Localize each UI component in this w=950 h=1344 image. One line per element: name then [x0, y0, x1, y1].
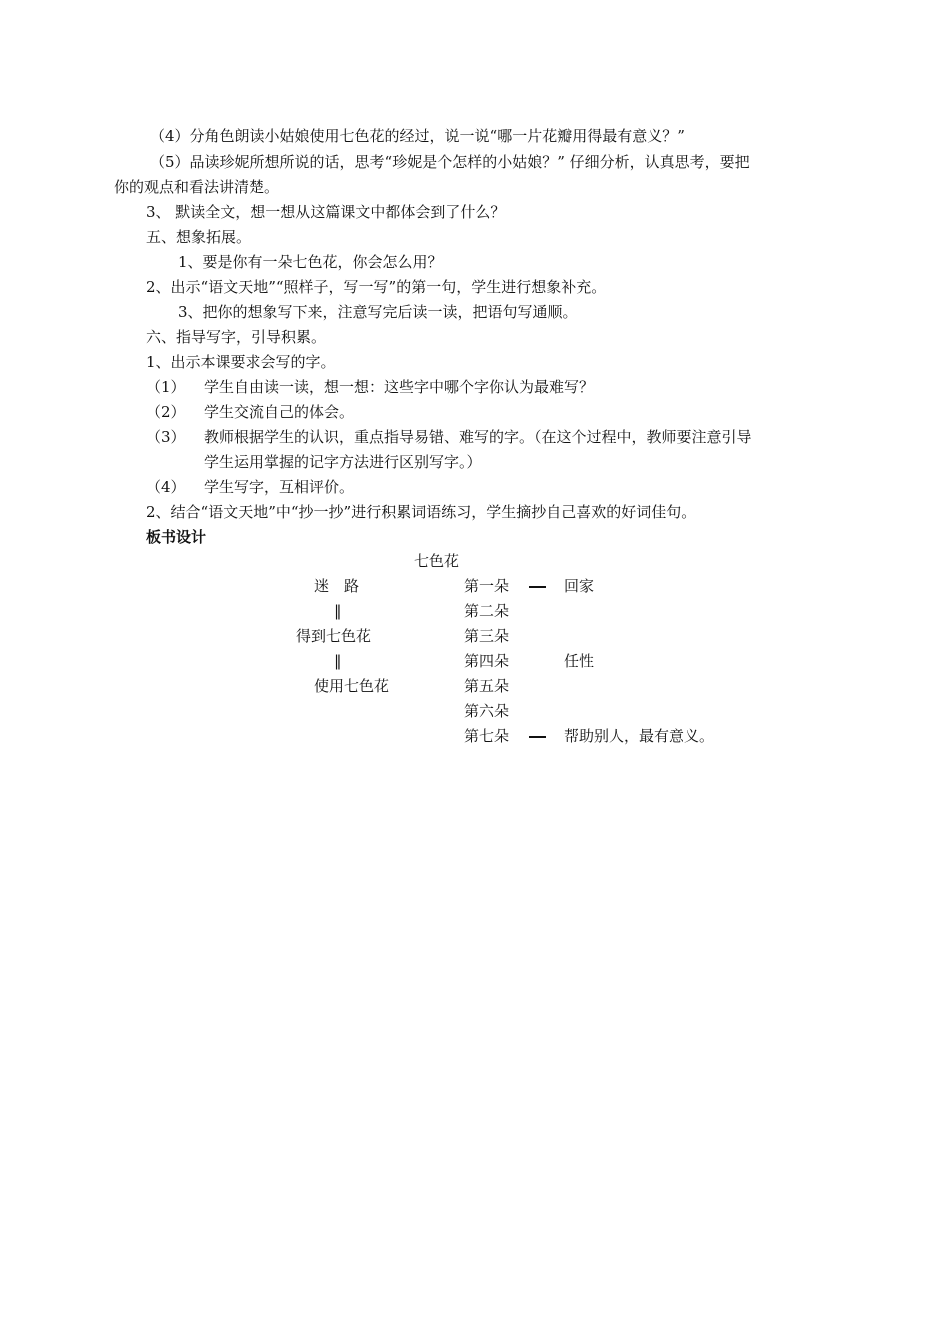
- board-dash: [529, 736, 546, 738]
- board-arrow: ‖: [334, 602, 342, 620]
- paragraph-read-roles: （4）分角色朗读小姑娘使用七色花的经过，说一说“哪一片花瓣用得最有意义？”: [150, 127, 685, 145]
- board-step-use-flower: 使用七色花: [314, 677, 390, 695]
- sub-item-text: 学生写字，互相评价。: [204, 478, 355, 496]
- board-petal: 第五朵: [464, 677, 510, 695]
- board-note-willful: 任性: [564, 652, 595, 670]
- board-step-lost: 迷 路: [314, 577, 360, 595]
- sub-item-text: 学生运用掌握的记字方法进行区别写字。）: [204, 453, 482, 471]
- paragraph-think-jenny-line1: （5）品读珍妮所想所说的话，思考“珍妮是个怎样的小姑娘？” 仔细分析，认真思考，要把: [150, 153, 750, 171]
- board-title: 七色花: [414, 552, 460, 570]
- sub-item-number: （1）: [146, 378, 186, 396]
- list-item: 3、把你的想象写下来，注意写完后读一读，把语句写通顺。: [178, 303, 578, 321]
- sub-item-number: （2）: [146, 403, 186, 421]
- board-petal: 第四朵: [464, 652, 510, 670]
- board-petal: 第六朵: [464, 702, 510, 720]
- board-step-get-flower: 得到七色花: [296, 627, 372, 645]
- board-heading: 板书设计: [146, 528, 207, 546]
- board-arrow: ‖: [334, 652, 342, 670]
- list-item: 2、出示“语文天地”“照样子，写一写”的第一句，学生进行想象补充。: [146, 278, 607, 296]
- sub-item-text: 学生交流自己的体会。: [204, 403, 355, 421]
- sub-item-number: （4）: [146, 478, 186, 496]
- section-title-imagination: 五、想象拓展。: [146, 228, 252, 246]
- board-note-help-others: 帮助别人，最有意义。: [564, 727, 715, 745]
- paragraph-think-jenny-line2: 你的观点和看法讲清楚。: [114, 178, 280, 196]
- board-petal: 第三朵: [464, 627, 510, 645]
- sub-item-number: （3）: [146, 428, 186, 446]
- paragraph-silent-read: 3、 默读全文，想一想从这篇课文中都体会到了什么？: [146, 203, 506, 221]
- sub-item-text: 教师根据学生的认识，重点指导易错、难写的字。（在这个过程中，教师要注意引导: [204, 428, 752, 446]
- board-dash: [529, 586, 546, 588]
- list-item: 1、出示本课要求会写的字。: [146, 353, 336, 371]
- board-petal: 第一朵: [464, 577, 510, 595]
- sub-item-text: 学生自由读一读，想一想：这些字中哪个字你认为最难写？: [204, 378, 595, 396]
- list-item: 2、结合“语文天地”中“抄一抄”进行积累词语练习，学生摘抄自己喜欢的好词佳句。: [146, 503, 697, 521]
- board-petal: 第七朵: [464, 727, 510, 745]
- board-note-home: 回家: [564, 577, 595, 595]
- list-item: 1、要是你有一朵七色花，你会怎么用？: [178, 253, 443, 271]
- section-title-writing: 六、指导写字，引导积累。: [146, 328, 327, 346]
- board-petal: 第二朵: [464, 602, 510, 620]
